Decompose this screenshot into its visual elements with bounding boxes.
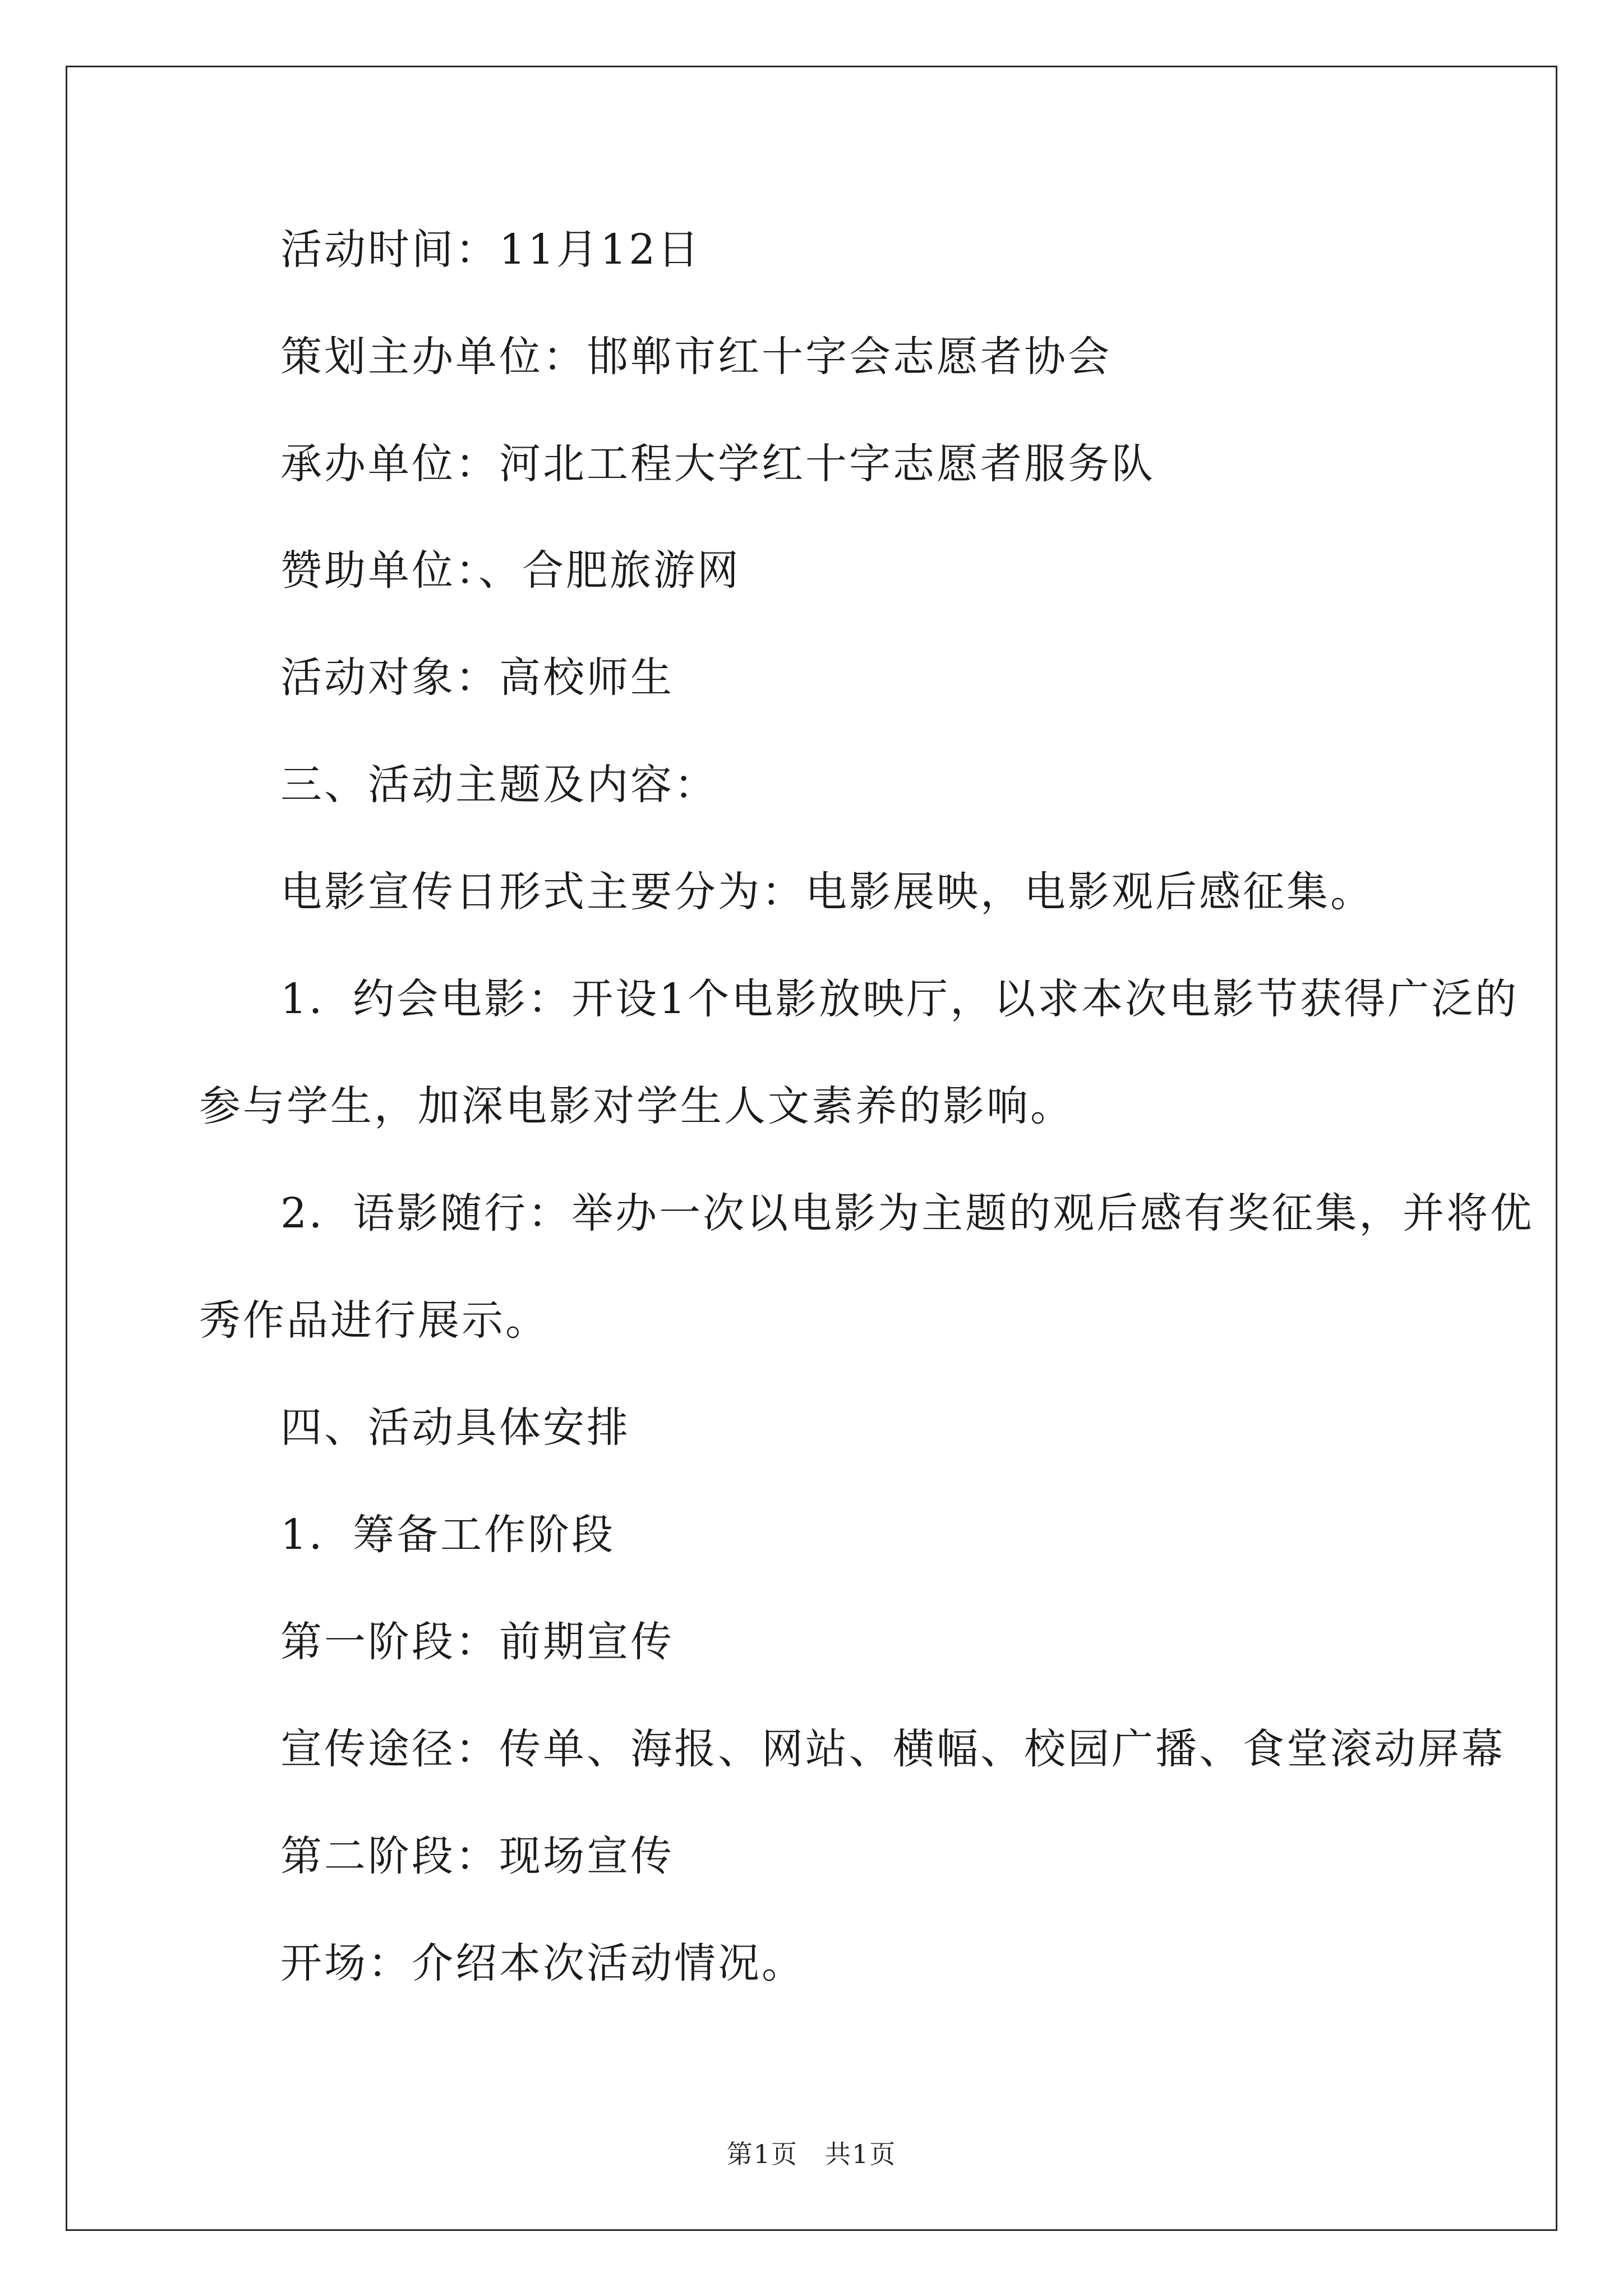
section-three-heading: 三、活动主题及内容：	[280, 761, 718, 809]
sponsor-line: 赞助单位：、合肥旅游网	[280, 546, 741, 595]
item-two-continuation: 秀作品进行展示。	[199, 1296, 549, 1345]
item-one-line: 1．约会电影：开设1个电影放映厅，以求本次电影节获得广泛的	[280, 975, 1519, 1023]
opening-line: 开场：介绍本次活动情况。	[280, 1939, 805, 1987]
stage-one-line: 第一阶段：前期宣传	[280, 1618, 674, 1666]
format-summary-line: 电影宣传日形式主要分为：电影展映，电影观后感征集。	[280, 868, 1374, 916]
organizer-line: 策划主办单位：邯郸市红十字会志愿者协会	[280, 333, 1112, 381]
section-four-heading: 四、活动具体安排	[280, 1404, 630, 1452]
activity-time-line: 活动时间：11月12日	[280, 226, 702, 274]
page-number-footer: 第1页 共1页	[726, 2139, 897, 2169]
promo-channels-line: 宣传途径：传单、海报、网站、横幅、校园广播、食堂滚动屏幕	[280, 1725, 1505, 1773]
item-one-continuation: 参与学生，加深电影对学生人文素养的影响。	[199, 1082, 1074, 1130]
audience-line: 活动对象：高校师生	[280, 654, 674, 702]
prep-stage-line: 1．筹备工作阶段	[280, 1511, 616, 1559]
host-unit-line: 承办单位：河北工程大学红十字志愿者服务队	[280, 440, 1155, 488]
stage-two-line: 第二阶段：现场宣传	[280, 1832, 674, 1880]
page-border	[66, 66, 1557, 2231]
item-two-line: 2．语影随行：举办一次以电影为主题的观后感有奖征集，并将优	[280, 1189, 1534, 1237]
